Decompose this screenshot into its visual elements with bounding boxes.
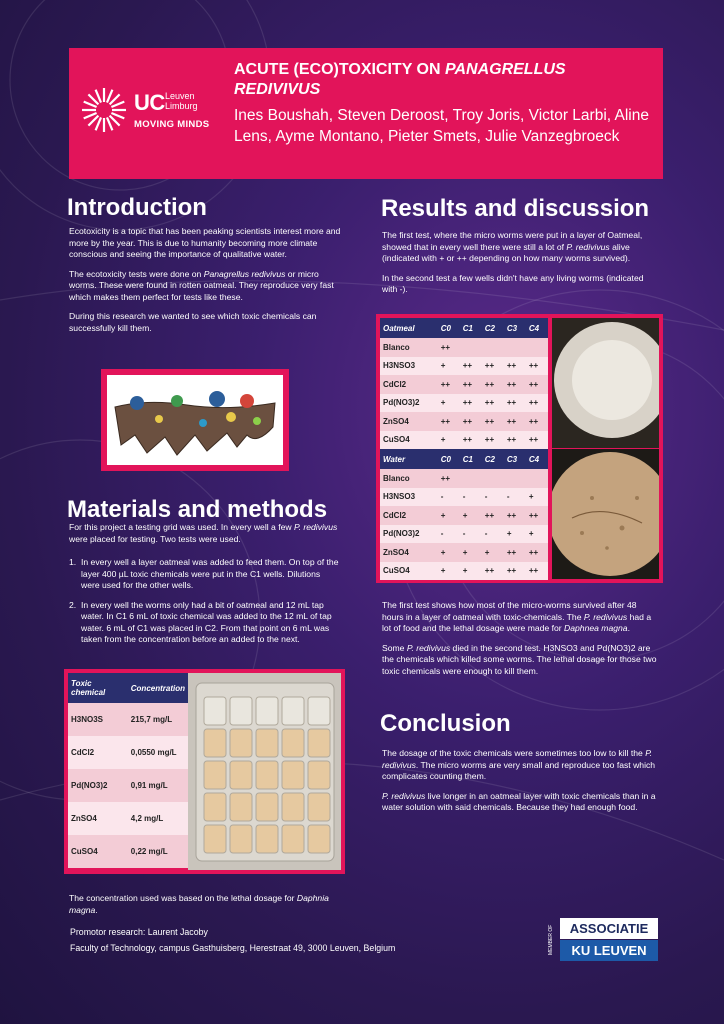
table-cell: Pd(NO3)2 xyxy=(380,394,438,413)
table-cell: - xyxy=(460,525,482,544)
table-row xyxy=(380,394,548,413)
grid-well xyxy=(204,697,226,725)
table-cell: ++ xyxy=(482,562,504,581)
grid-well xyxy=(230,697,252,725)
table-cell: - xyxy=(504,488,526,507)
table-cell: ++ xyxy=(460,431,482,450)
grid-well xyxy=(204,825,226,853)
grid-well xyxy=(282,697,304,725)
table-header: C2 xyxy=(482,318,504,338)
table-cell: ++ xyxy=(460,394,482,413)
table-cell: ++ xyxy=(460,412,482,431)
table-cell: - xyxy=(482,525,504,544)
logo-tagline: MOVING MINDS xyxy=(134,119,210,130)
table-cell: ++ xyxy=(504,506,526,525)
table-cell xyxy=(504,469,526,488)
table-cell: + xyxy=(504,525,526,544)
table-cell: CdCl2 xyxy=(380,375,438,394)
intro-text: Ecotoxicity is a topic that has been peaking scientists interest more and more by the year. This is due to humanity becoming more climate conscious and seeing the importance of qualitative water. The ecotoxicity tests were done on Panagrellus redivivus or micro worms. These were found in rotten oatmeal. They reproduce very fast which makes them perfect for tests like these. During this research we wanted to see which toxic chemicals can successfully kill them. xyxy=(69,226,341,333)
table-cell: - xyxy=(482,488,504,507)
table-header: C4 xyxy=(526,318,548,338)
results-figure-frame xyxy=(376,314,663,583)
table-row xyxy=(380,412,548,431)
table-cell: ++ xyxy=(526,357,548,376)
oatmeal-results-table xyxy=(380,318,548,449)
table-cell: + xyxy=(460,506,482,525)
table-row xyxy=(380,357,548,376)
table-header: C1 xyxy=(460,449,482,469)
oatmeal-illustration xyxy=(107,375,283,465)
intro-illustration-frame xyxy=(101,369,289,471)
table-cell: + xyxy=(438,543,460,562)
table-row: ZnSO4 4,2 mg/L xyxy=(68,802,188,835)
grid-well xyxy=(308,761,330,789)
concentration-figure-frame xyxy=(64,669,345,874)
table-header: C4 xyxy=(526,449,548,469)
table-cell: - xyxy=(460,488,482,507)
table-cell xyxy=(460,469,482,488)
table-cell: ++ xyxy=(504,431,526,450)
conclusion-heading: Conclusion xyxy=(380,710,511,737)
table-cell: ++ xyxy=(504,543,526,562)
table-row xyxy=(380,488,548,507)
grid-well xyxy=(282,761,304,789)
table-header: C3 xyxy=(504,449,526,469)
table-row xyxy=(380,506,548,525)
concentration-table xyxy=(68,673,188,868)
table-cell: ++ xyxy=(504,394,526,413)
logo-location: Leuven Limburg xyxy=(165,91,198,111)
grid-well xyxy=(230,761,252,789)
table-cell: - xyxy=(438,525,460,544)
table-row: CdCl2 0,0550 mg/L xyxy=(68,736,188,769)
table-cell: ++ xyxy=(482,506,504,525)
table-cell: ++ xyxy=(526,431,548,450)
table-cell: ++ xyxy=(526,375,548,394)
microscope-photos xyxy=(552,318,659,579)
intro-heading: Introduction xyxy=(67,194,207,221)
table-header: C2 xyxy=(482,449,504,469)
table-cell: + xyxy=(482,543,504,562)
table-cell: ++ xyxy=(482,375,504,394)
concentration-note: The concentration used was based on the lethal dosage for Daphnia magna. xyxy=(69,893,329,915)
table-cell: + xyxy=(438,357,460,376)
grid-well xyxy=(256,697,278,725)
ku-leuven-association-logo: MEMBER OF ASSOCIATIE KU LEUVEN xyxy=(548,918,660,962)
table-cell: ++ xyxy=(460,357,482,376)
table-cell: H3NSO3 xyxy=(380,488,438,507)
methods-intro-text: For this project a testing grid was used. In every well a few P. redivivus were placed for testing. Two tests were used. xyxy=(69,522,338,544)
water-results-table xyxy=(380,449,548,580)
table-cell: + xyxy=(460,543,482,562)
grid-well xyxy=(204,761,226,789)
grid-well xyxy=(204,729,226,757)
grid-well xyxy=(256,825,278,853)
table-cell: H3NSO3 xyxy=(380,357,438,376)
table-header: Water xyxy=(380,449,438,469)
table-cell xyxy=(526,469,548,488)
promotor-text: Promotor research: Laurent Jacoby xyxy=(70,927,208,937)
table-cell: Blanco xyxy=(380,469,438,488)
table-cell xyxy=(482,469,504,488)
table-header: C3 xyxy=(504,318,526,338)
table-row xyxy=(380,431,548,450)
table-cell: ++ xyxy=(482,431,504,450)
table-cell: ++ xyxy=(526,543,548,562)
grid-well xyxy=(308,825,330,853)
table-cell: + xyxy=(438,562,460,581)
grid-well xyxy=(256,729,278,757)
table-cell: ++ xyxy=(482,394,504,413)
grid-well xyxy=(282,825,304,853)
table-row: Pd(NO3)2 0,91 mg/L xyxy=(68,769,188,802)
methods-heading: Materials and methods xyxy=(67,496,328,523)
methods-list-item: 1. In every well a layer oatmeal was added to feed them. On top of the layer 400 µL toxic chemicals were put in the C1 wells. Dilutions were used for the other wells. xyxy=(69,557,339,590)
table-cell: ++ xyxy=(482,357,504,376)
faculty-address: Faculty of Technology, campus Gasthuisberg, Herestraat 49, 3000 Leuven, Belgium xyxy=(70,943,396,953)
table-cell: ++ xyxy=(504,357,526,376)
grid-well xyxy=(282,729,304,757)
grid-well xyxy=(256,793,278,821)
table-header: Oatmeal xyxy=(380,318,438,338)
grid-well xyxy=(256,761,278,789)
table-cell: ++ xyxy=(526,394,548,413)
grid-well xyxy=(204,793,226,821)
grid-well xyxy=(230,729,252,757)
logo-uc-text: UC xyxy=(134,90,165,115)
table-cell: - xyxy=(438,488,460,507)
table-row xyxy=(380,543,548,562)
table-cell: + xyxy=(438,506,460,525)
results-text-1: The first test, where the micro worms were put in a layer of Oatmeal, showed that in every well there were still a lot of P. redivivus alive (indicated with + or ++ depending on how many worms survived). In the second test a few wells didn't have any living worms (indicated with -). xyxy=(382,230,644,294)
table-row: H3NO3S 215,7 mg/L xyxy=(68,703,188,736)
table-cell: ++ xyxy=(438,412,460,431)
grid-well xyxy=(308,697,330,725)
table-cell: CdCl2 xyxy=(380,506,438,525)
table-cell: Pd(NO3)2 xyxy=(380,525,438,544)
table-cell xyxy=(482,338,504,357)
poster-header xyxy=(69,48,663,179)
poster-authors: Ines Boushah, Steven Deroost, Troy Joris, Victor Larbi, Aline Lens, Ayme Montano, Pieter Smets, Julie Vanzegbroeck xyxy=(234,107,649,145)
table-cell: + xyxy=(526,525,548,544)
table-cell: ZnSO4 xyxy=(380,543,438,562)
methods-list-item: 2. In every well the worms only had a bit of oatmeal and 12 mL tap water. In C1 6 mL of toxic chemical was added to the 12 mL of tap water. 6 mL of C1 was placed in C2. From that point on 6 mL was taken from the concentration before an added to the next. xyxy=(69,599,332,644)
table-cell: ZnSO4 xyxy=(380,412,438,431)
table-cell: CuSO4 xyxy=(380,431,438,450)
table-row: CuSO4 0,22 mg/L xyxy=(68,835,188,868)
table-cell: + xyxy=(460,562,482,581)
table-cell: ++ xyxy=(438,469,460,488)
table-cell: ++ xyxy=(504,412,526,431)
table-cell: ++ xyxy=(526,506,548,525)
table-cell: ++ xyxy=(504,562,526,581)
grid-well xyxy=(230,825,252,853)
results-text-2: The first test shows how most of the micro-worms survived after 48 hours in a layer of oatmeal with toxic-chemicals. The P. redivivus had a lot of food and the lethal dosage were made for Daphnea magna. Some P. redivivus died in the second test. H3NSO3 and Pd(NO3)2 are the chemicals which killed some worms. The lethal dosage for those two toxic chemicals were enough to kill them. xyxy=(382,600,657,676)
table-cell: + xyxy=(438,431,460,450)
table-cell: + xyxy=(438,394,460,413)
table-row xyxy=(380,525,548,544)
table-cell: ++ xyxy=(438,338,460,357)
table-cell: ++ xyxy=(504,375,526,394)
table-cell xyxy=(460,338,482,357)
table-header: Toxic chemical xyxy=(68,673,128,703)
grid-well xyxy=(308,793,330,821)
grid-well xyxy=(308,729,330,757)
table-row xyxy=(380,562,548,581)
results-heading: Results and discussion xyxy=(381,195,650,222)
table-cell: Blanco xyxy=(380,338,438,357)
table-cell xyxy=(504,338,526,357)
table-row xyxy=(380,375,548,394)
table-cell: ++ xyxy=(526,412,548,431)
grid-well xyxy=(230,793,252,821)
table-cell: ++ xyxy=(526,562,548,581)
testing-grid-photo xyxy=(188,673,341,870)
table-cell: + xyxy=(526,488,548,507)
table-cell: ++ xyxy=(460,375,482,394)
table-cell: ++ xyxy=(482,412,504,431)
table-header: C0 xyxy=(438,318,460,338)
table-row xyxy=(380,338,548,357)
table-header: Concentration xyxy=(128,673,188,703)
table-row xyxy=(380,469,548,488)
table-cell: CuSO4 xyxy=(380,562,438,581)
table-cell: ++ xyxy=(438,375,460,394)
conclusion-text: The dosage of the toxic chemicals were sometimes too low to kill the P. redivivus. The micro worms are very small and reproduce too fast which complicates counting them. P. redivivus live longer in an oatmeal layer with toxic chemicals than in a water solution with said chemicals. Because they had enough food. xyxy=(382,748,656,812)
table-header: C0 xyxy=(438,449,460,469)
grid-well xyxy=(282,793,304,821)
table-cell xyxy=(526,338,548,357)
methods-list xyxy=(69,557,339,646)
poster-title: ACUTE (ECO)TOXICITY ON PANAGRELLUS REDIVIVUS xyxy=(234,61,566,98)
table-header: C1 xyxy=(460,318,482,338)
